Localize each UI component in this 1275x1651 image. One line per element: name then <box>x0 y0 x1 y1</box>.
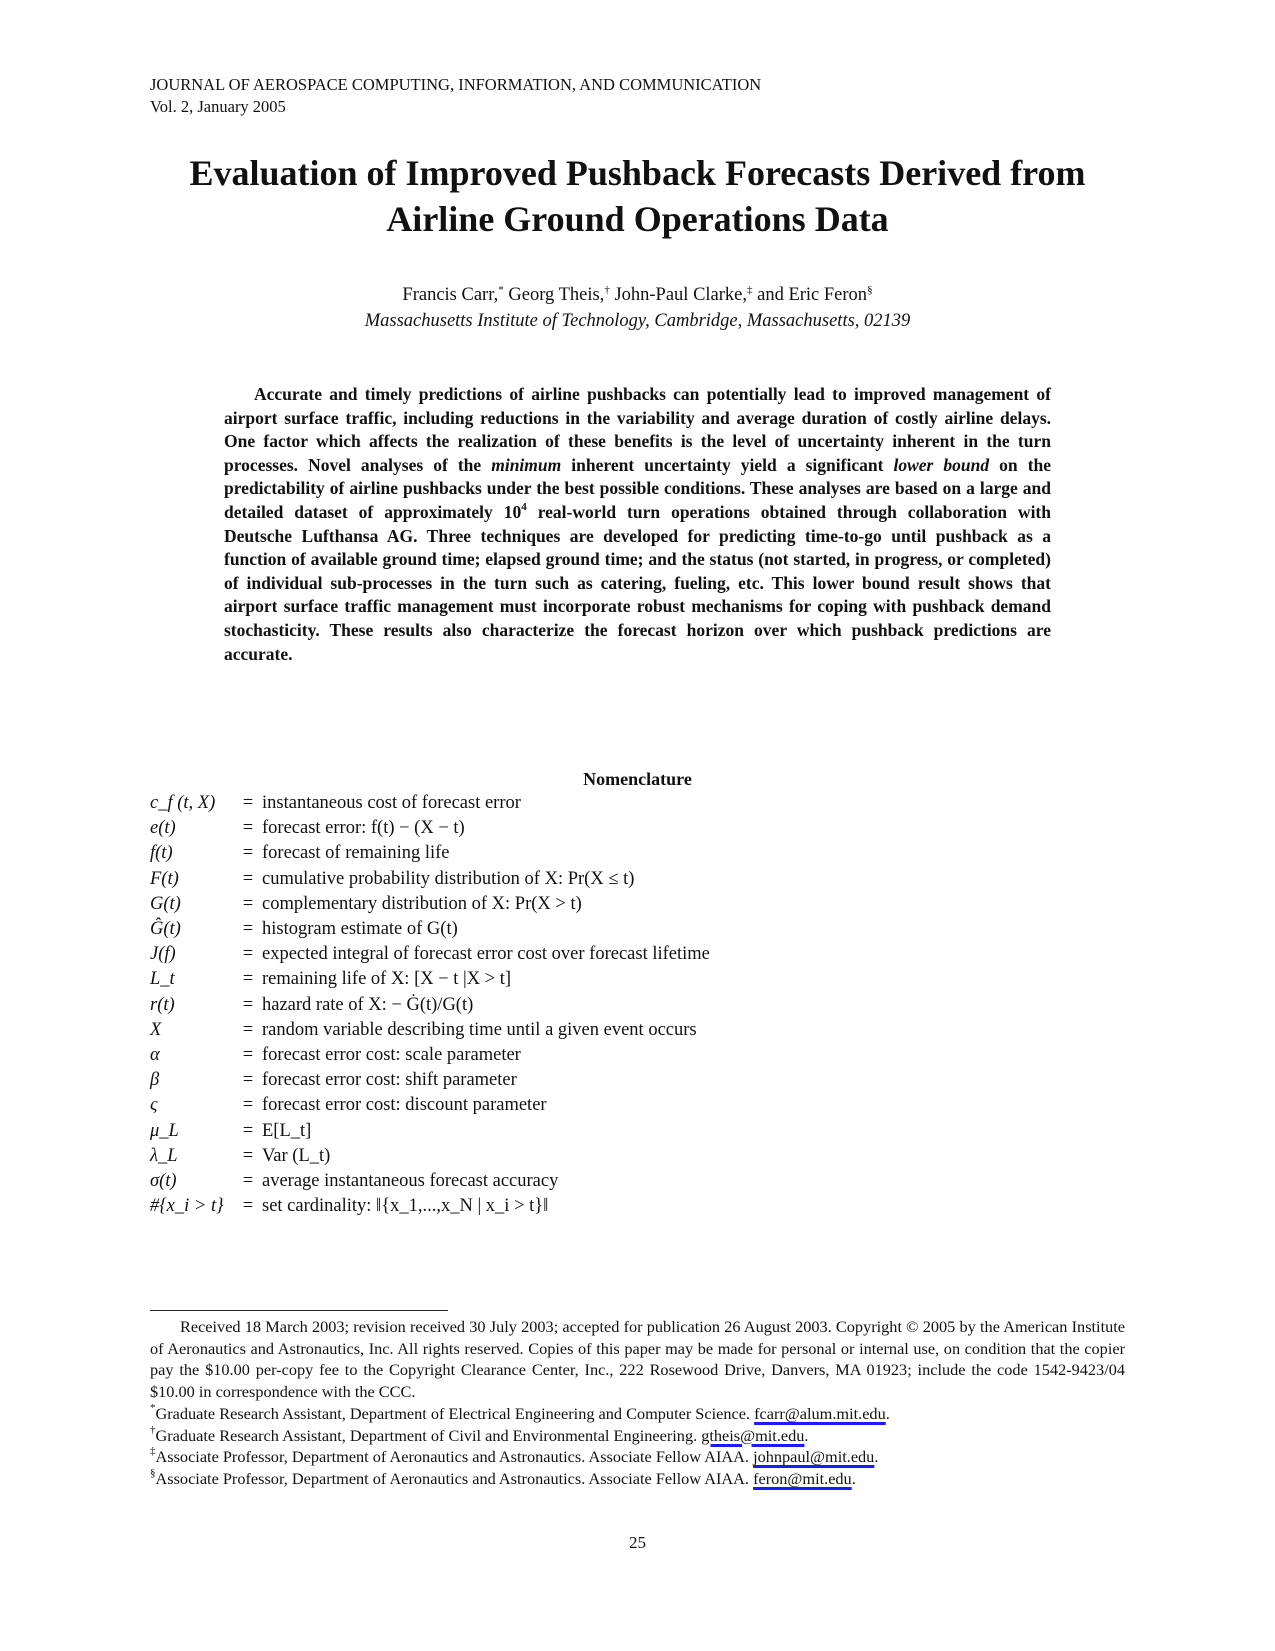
footnote-end: . <box>804 1425 809 1445</box>
nomenclature-definition: forecast error cost: scale parameter <box>262 1044 521 1065</box>
nomenclature-heading: Nomenclature <box>583 769 692 789</box>
nomenclature-symbol: G(t) <box>150 893 181 914</box>
nomenclature-symbol: α <box>150 1044 160 1065</box>
nomenclature-row <box>150 942 850 967</box>
page-number: 25 <box>629 1533 646 1552</box>
nomenclature-definition: forecast error cost: discount parameter <box>262 1095 547 1116</box>
footnote-end: . <box>874 1447 879 1467</box>
author-footnote <box>150 1468 1125 1490</box>
journal-volume: Vol. 2, January 2005 <box>150 97 286 116</box>
nomenclature-symbol: X <box>150 1019 162 1040</box>
footnote-mark: ‡ <box>150 1445 156 1458</box>
footnote-end: . <box>851 1468 856 1488</box>
nomenclature-symbol: Ĝ(t) <box>150 919 181 940</box>
footnote-text: Graduate Research Assistant, Department of Civil and Environmental Engineering. <box>155 1425 702 1445</box>
nomenclature-symbol: ς <box>150 1095 158 1116</box>
nomenclature-symbol: J(f) <box>150 944 176 965</box>
nomenclature-definition: forecast error cost: shift parameter <box>262 1070 517 1091</box>
footnote-mark: * <box>150 1401 156 1414</box>
title-line-2: Airline Ground Operations Data <box>386 199 889 239</box>
nomenclature-equals: = <box>242 818 254 839</box>
nomenclature-symbol: μ_L <box>150 1120 179 1141</box>
email-link[interactable]: johnpaul@mit.edu <box>753 1447 875 1467</box>
abstract-emphasis: minimum <box>491 454 562 475</box>
nomenclature-symbol: L_t <box>150 969 175 990</box>
nomenclature-equals: = <box>242 1044 254 1065</box>
footnote-text: Graduate Research Assistant, Department of Electrical Engineering and Computer Science. <box>155 1403 755 1423</box>
footnote-mark: † <box>150 1423 156 1436</box>
author-name: Georg Theis, <box>503 285 605 305</box>
nomenclature-definition: expected integral of forecast error cost over forecast lifetime <box>262 944 710 965</box>
nomenclature-equals: = <box>242 994 254 1015</box>
email-link[interactable]: fcarr@alum.mit.edu <box>754 1403 886 1423</box>
nomenclature-symbol: c_f (t, X) <box>150 793 216 814</box>
nomenclature-symbol: f(t) <box>150 843 173 864</box>
nomenclature-definition: complementary distribution of X: Pr(X > t) <box>262 893 582 914</box>
footnote-mark: § <box>150 1466 156 1479</box>
running-head <box>150 74 761 118</box>
publication-history-note: Received 18 March 2003; revision received 30 July 2003; accepted for publication 26 August 2003. Copyright © 2005 by the American Institute of Aeronautics and Astronautics, Inc. All rights reserved. Copies of this paper may be made for personal or internal use, on condition that the copier pay the $10.00 per-copy fee to the Copyright Clearance Center, Inc., 222 Rosewood Drive, Danvers, MA 01923; include the code 1542-9423/04 $10.00 in correspondence with the CCC. <box>150 1317 1125 1402</box>
author-footnote-mark: † <box>604 284 610 296</box>
nomenclature-definition: histogram estimate of G(t) <box>262 919 458 940</box>
nomenclature-definition: forecast error: f(t) − (X − t) <box>262 818 465 839</box>
author-footnote <box>150 1446 1125 1468</box>
footnotes <box>150 1316 1125 1490</box>
author-footnote <box>150 1425 1125 1447</box>
nomenclature-definition: hazard rate of X: − Ġ(t)/G(t) <box>262 994 474 1015</box>
nomenclature-symbol: #{x_i > t} <box>150 1196 224 1217</box>
nomenclature-row <box>150 841 850 866</box>
title-line-1: Evaluation of Improved Pushback Forecasts Derived from <box>189 153 1086 193</box>
abstract-text: real-world turn operations obtained through collaboration with Deutsche Lufthansa AG. Three techniques are developed for predicting time-to-go until pushback as a function of available ground time; elapsed ground time; and the status (not started, in progress, or completed) of individual sub-processes in the turn such as catering, fueling, etc. This lower bound result shows that airport surface traffic management must incorporate robust mechanisms for coping with pushback demand stochasticity. These results also characterize the forecast horizon over which pushback predictions are accurate. <box>224 501 1051 664</box>
nomenclature-equals: = <box>242 1070 254 1091</box>
paper-title <box>100 150 1175 242</box>
nomenclature-definition: remaining life of X: [X − t |X > t] <box>262 969 512 990</box>
nomenclature-definition: random variable describing time until a given event occurs <box>262 1019 697 1040</box>
nomenclature-symbol: β <box>150 1070 160 1091</box>
nomenclature-symbol: λ_L <box>150 1145 178 1166</box>
author-name: and Eric Feron <box>752 285 868 305</box>
footnote-divider <box>150 1310 448 1311</box>
nomenclature-symbol: F(t) <box>150 868 179 889</box>
nomenclature-definition: set cardinality: ‖{x_1,...,x_N | x_i > t}‖ <box>262 1196 549 1217</box>
abstract-exponent: 4 <box>521 500 527 513</box>
author-footnote-mark: ‡ <box>747 284 753 296</box>
abstract <box>224 383 1051 666</box>
nomenclature-row <box>150 1043 850 1068</box>
email-link[interactable]: feron@mit.edu <box>753 1468 852 1488</box>
nomenclature-row <box>150 791 850 816</box>
nomenclature-equals: = <box>242 1120 254 1141</box>
affiliation: Massachusetts Institute of Technology, Cambridge, Massachusetts, 02139 <box>364 311 911 331</box>
nomenclature-definition: E[L_t] <box>262 1120 312 1141</box>
author-footnote-mark: § <box>867 284 873 296</box>
author-footnote-mark: * <box>498 284 504 296</box>
nomenclature-symbol: σ(t) <box>150 1170 177 1191</box>
nomenclature-row <box>150 993 850 1018</box>
author-name: Francis Carr, <box>402 285 499 305</box>
journal-name: JOURNAL OF AEROSPACE COMPUTING, INFORMATION, AND COMMUNICATION <box>150 75 762 94</box>
abstract-text: Accurate and timely predictions of airline pushbacks can potentially lead to improved management of airport surface traffic, including reductions in the variability and average duration of costly airline delays. One factor which affects the realization of these benefits is the level of uncertainty inherent in the turn processes. Novel analyses of the <box>224 384 1051 475</box>
footnote-end: . <box>885 1403 890 1423</box>
nomenclature-row <box>150 1093 850 1118</box>
nomenclature-row <box>150 892 850 917</box>
nomenclature-equals: = <box>242 1145 254 1166</box>
nomenclature-row <box>150 1068 850 1093</box>
author-footnote <box>150 1403 1125 1425</box>
nomenclature-definition: cumulative probability distribution of X: Pr(X ≤ t) <box>262 868 635 889</box>
footnote-text: Associate Professor, Department of Aeronautics and Astronautics. Associate Fellow AIAA. <box>155 1447 754 1467</box>
nomenclature-equals: = <box>242 969 254 990</box>
nomenclature-definition: forecast of remaining life <box>262 843 450 864</box>
nomenclature-row <box>150 1194 850 1219</box>
nomenclature-row <box>150 1169 850 1194</box>
nomenclature-row <box>150 917 850 942</box>
nomenclature-row <box>150 816 850 841</box>
nomenclature-equals: = <box>242 1095 254 1116</box>
nomenclature-symbol: r(t) <box>150 994 175 1015</box>
nomenclature-list <box>150 791 850 1219</box>
nomenclature-equals: = <box>242 868 254 889</box>
abstract-text: inherent uncertainty yield a significant <box>561 454 894 475</box>
nomenclature-row <box>150 1018 850 1043</box>
author-name: John-Paul Clarke, <box>609 285 747 305</box>
nomenclature-equals: = <box>242 893 254 914</box>
nomenclature-row <box>150 1118 850 1143</box>
nomenclature-equals: = <box>242 793 254 814</box>
nomenclature-row <box>150 1144 850 1169</box>
nomenclature-equals: = <box>242 944 254 965</box>
abstract-emphasis: lower bound <box>893 454 990 475</box>
abstract-text: on the predictability of airline pushbacks under the best possible conditions. These analyses are based on a large and detailed dataset of approximately 10 <box>224 454 1052 522</box>
email-link[interactable]: gtheis@mit.edu <box>701 1425 805 1445</box>
nomenclature-definition: instantaneous cost of forecast error <box>262 793 521 814</box>
nomenclature-definition: Var (L_t) <box>262 1145 331 1166</box>
nomenclature-definition: average instantaneous forecast accuracy <box>262 1170 559 1191</box>
nomenclature-row <box>150 867 850 892</box>
nomenclature-row <box>150 967 850 992</box>
nomenclature-equals: = <box>242 1019 254 1040</box>
nomenclature-equals: = <box>242 1170 254 1191</box>
author-list <box>100 283 1175 307</box>
nomenclature-equals: = <box>242 919 254 940</box>
nomenclature-equals: = <box>242 843 254 864</box>
footnote-text: Associate Professor, Department of Aeronautics and Astronautics. Associate Fellow AIAA. <box>155 1468 754 1488</box>
nomenclature-equals: = <box>242 1196 254 1217</box>
nomenclature-symbol: e(t) <box>150 818 176 839</box>
